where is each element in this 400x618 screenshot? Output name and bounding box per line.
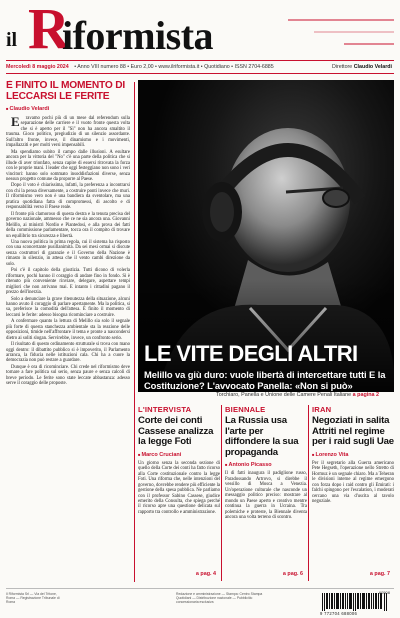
editorial-paragraph: A confermare quanto la lettura di Melillo sia solo il segnale più forte di questa stanchezza ambientale sta la reazione delle opposizioni, timide nell'affrontare il tema e pronte a nascondersi dietro ai soliti slogan. Servirebbe, invece, un confronto serio. [6,319,130,341]
article-title[interactable]: Corte dei conti Cassese analizza la legge Foti [138,415,214,448]
article-page-link[interactable]: a pag. 7 [369,571,390,577]
footer [6,588,394,616]
issue-meta: • Anno VIII numero 88 • Euro 2,00 • www.ilriformista.it • Quotidiano • ISSN 2704-6885 [74,64,274,70]
editorial-paragraph: Il risultato di questo ordinamento strutturale si trova con mano oggi dentro: il dibattito pubblico si è impoverito, il Parlamento arranca, la fiducia nelle istituzioni cala. Chi ha a cuore la democrazia non può restare a guardare. [6,342,130,364]
hero-subheadline: Melillo va giù duro: vuole libertà di intercettare tutti E la Costituzione? L'avvocato Panella: «Non si può» [144,369,386,391]
director-label: Direttore [331,64,353,70]
article-page-link[interactable]: a pag. 6 [282,571,303,577]
article-byline: ■ Antonio Picasso [225,462,307,468]
logo-prefix: il [6,29,18,51]
masthead [6,0,394,61]
barcode [320,591,392,615]
article-iran[interactable] [312,405,394,583]
editorial-byline: ■ Claudio Velardi [6,106,130,112]
dateline-bar [6,60,394,74]
secondary-articles [138,405,394,583]
article-body: Per il segretario alla Guerra americano Pete Hegseth, l'operazione nello Stretto di Hormuz è un segnale chiaro. Ma a Teheran le divisioni interne al regime emergono con forza dopo i raid contro gli Emirati: i falchi spingono per l'escalation, i moderati cercano una via d'uscita al tavolo negoziale. [312,460,394,504]
barcode-icon [322,593,388,611]
article-divider [221,405,222,581]
barcode-number: 9 772704 688006 [320,611,358,616]
editorial-paragraph: Il fronte più clamoroso di questa destra e la tenuta precisa del governo nazionale, ammesso che ce ne sia ancora una. Giovanni Melillo, ai ministri Nordio e Piantedosi, e alla prova dei fatti della commissione parlamentare, tocca ora il compito di trovare un equilibrio tra sicurezza e libertà. [6,211,130,239]
footer-legal-left: Il Riformista Srl — Via del Tritone, Roma — Registrazione Tribunale di Roma [6,592,60,605]
article-body: Il dì fatti inaugura il padiglione russo, Paradossando Artrovo, si direbbe il vessillo di Mosca a Venezia. Un'operazione culturale che nasconde un messaggio politico preciso: mostrare al mondo un Paese aperto e creativo mentre continua la guerra in Ucraina. Tra polemiche e proteste, la Biennale diventa ancora una volta terreno di scontro. [225,471,307,520]
article-byline: ■ Marco Cruciani [138,452,220,458]
article-section-label: L'INTERVISTA [138,405,192,414]
logo-wordmark: iformista [62,13,214,58]
barcode-issue-code: 60508 [378,590,390,595]
masthead-decoration-icon [284,10,394,54]
column-divider [134,82,135,582]
editorial-paragraph: Poi c'è il capitolo della giustizia. Tutti dicono di volerla riformare, pochi hanno il coraggio di andare fino in fondo. Si è ritenuto più conveniente rinviare, delegare, aspettare tempi migliori che non arrivano mai. E intanto i cittadini pagano il prezzo dell'inerzia. [6,268,130,296]
hero-story[interactable] [138,80,394,392]
hero-headline[interactable]: LE VITE DEGLI ALTRI [144,341,358,366]
article-title[interactable]: La Russia usa l'arte per diffondere la sua propaganda [225,415,299,458]
footer-legal-middle: Redazione e amministrazione — Stampa: Centro Stampa Quotidiani — Distribuzione nazionale — Pubblicità: concessionaria esclusiva [176,592,263,605]
article-section-label: IRAN [312,405,332,414]
editorial-paragraph: Una nuova politica in prima regola, cui il sistema ha risposto con una sconcertante pusillanimità. Da sei mesi ormai si discute senza costruttori di garanzie e il Governo della Nazione è rimasto in silenzio, in attesa che il vento cambi direzione da solo. [6,239,130,267]
article-biennale[interactable] [225,405,307,583]
article-section-label: BIENNALE [225,405,266,414]
editorial-column[interactable] [6,80,130,585]
article-divider [308,405,309,581]
article-byline: ■ Lorenzo Vita [312,452,394,458]
hero-caption [216,392,379,398]
editorial-paragraph: Solo a denunciare la grave ritenutezza della situazione, alcuni hanno avuto il coraggio di parlare apertamente. Ma la politica, si sa, preferisce la comodità dell'attesa. È finito il momento di leccarsi le ferite: adesso bisogna ricominciare a costruire. [6,296,130,318]
editorial-paragraph: Dopo il voto è chiarissima, infatti, la preferenza a incontrarsi con chi la pensa diversamente, a costruire ponti invece che muri. Il riformismo vero non è una bandiera da sventolare, ma una pratica quotidiana fatta di compromessi, di ascolto e di responsabilità verso il Paese reale. [6,183,130,211]
hero-caption-page-link[interactable]: a pagina 2 [352,392,380,398]
article-title[interactable]: Negoziati in salita Attriti nel regime per i raid sugli Uae [312,415,394,448]
article-body: Un giorno senza la seconda sezione di quello della Corte dei conti ha fatto ricorso alla Corte costituzionale contro la legge Foti. Una riforma che, nelle intenzioni del governo, dovrebbe rendere più efficiente la gestione della spesa pubblica. Ne parliamo con il professor Sabino Cassese, giudice emerito della Consulta, che spiega perché il ricorso apre una questione delicata sul rapporto tra controllo e amministrazione. [138,460,220,515]
issue-date: Mercoledì 8 maggio 2024 [6,64,69,70]
director-credit [332,61,392,74]
hero-caption-text: Torchiaro, Panella e Unione delle Camere Penali Italiane [216,392,352,398]
editorial-title[interactable]: È FINITO IL MOMENTO DI LECCARSI LE FERITE [6,80,125,102]
editorial-paragraph: Ma spendiamo subito il campo dalle illusioni. A esultare ancora per la vittoria del "No" c'è una parte della politica che si illude di aver trionfato, senza capire di essersi ritrovata la forza con le proprie mani. I leader che oggi festeggiano non sono i veri vincitori: hanno solo sommato insoddisfazioni diverse, senza nessun progetto comune da proporre al Paese. [6,149,130,182]
editorial-body [6,116,130,387]
editorial-paragraph: Eravamo pochi più di un mese dal referendum sulla separazione delle carriere e il vuoto fronte questa volta che si è aperto per il "Sì" non ha ancora smaltito il trauma. Gioco politico, pregiudizio di un silenzio assordante. Sull'altro fronte, invece, il dinamismo e i movimenti, impallazziti e per molti versi impensabili. [6,114,130,149]
article-intervista[interactable] [138,405,220,583]
logo-initial: R [28,0,69,61]
article-page-link[interactable]: a pag. 4 [195,571,216,577]
director-name: Claudio Velardi [353,64,392,70]
editorial-paragraph: Dunque è ora di ricominciare. Chi crede nel riformismo deve tornare a fare politica sul serio, senza paure e senza calcoli di breve periodo. Le ferite sono state leccate abbastanza: adesso serve il coraggio delle proposte. [6,364,130,387]
